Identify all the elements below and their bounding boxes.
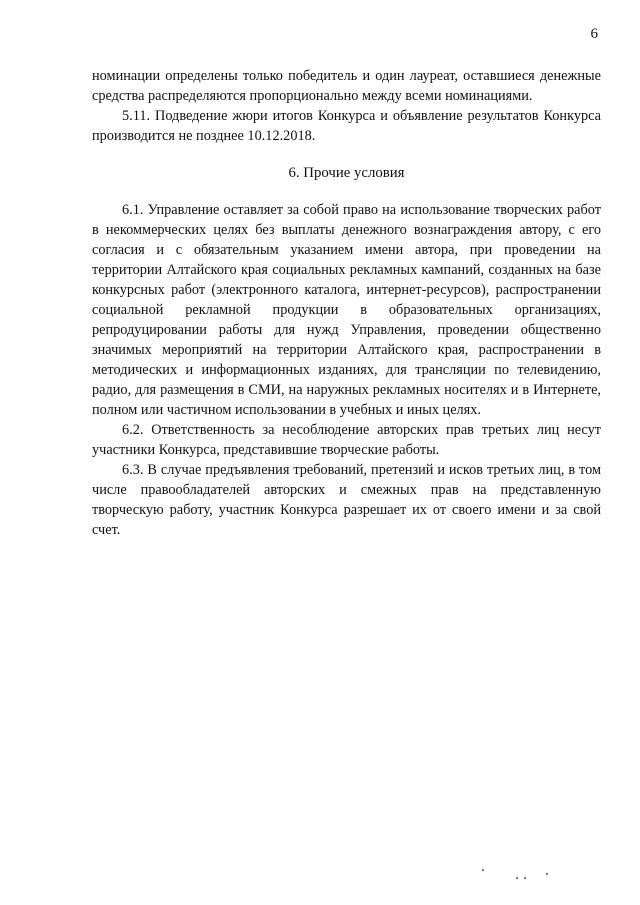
scan-speck xyxy=(546,873,548,875)
section-heading: 6. Прочие условия xyxy=(288,165,405,181)
paragraph-continuation: номинации определены только победитель и один лауреат, оставшиеся денежные средства распределяются пропорционально между всеми номинациями. xyxy=(92,68,601,104)
document-body xyxy=(92,66,601,540)
scan-speck xyxy=(482,869,484,871)
scan-speck xyxy=(516,877,518,879)
scan-specks xyxy=(478,866,558,886)
page-number: 6 xyxy=(590,26,598,42)
paragraph-5-11: 5.11. Подведение жюри итогов Конкурса и объявление результатов Конкурса производится не позднее 10.12.2018. xyxy=(92,108,601,144)
paragraph-6-2: 6.2. Ответственность за несоблюдение авторских прав третьих лиц несут участники Конкурса, представившие творческие работы. xyxy=(92,422,601,458)
paragraph-6-3: 6.3. В случае предъявления требований, претензий и исков третьих лиц, в том числе правообладателей авторских и смежных прав на представленную творческую работу, участник Конкурса разрешает их от своего имени и за свой счет. xyxy=(92,462,601,538)
scan-speck xyxy=(524,877,526,879)
paragraph-6-1: 6.1. Управление оставляет за собой право на использование творческих работ в некоммерческих целях без выплаты денежного вознаграждения автору, с его согласия и с обязательным указанием имени автора, при проведении на территории Алтайского края социальных рекламных кампаний, созданных на базе конкурсных работ (электронного каталога, интернет-ресурсов), распространении социальной рекламной продукции в образовательных организациях, репродуцировании работы для нужд Управления, проведении общественно значимых мероприятий на территории Алтайского края, распространении в методических и информационных изданиях, для трансляции по телевидению, радио, для размещения в СМИ, на наружных рекламных носителях и в Интернете, полном или частичном использовании в учебных и иных целях. xyxy=(92,202,601,418)
